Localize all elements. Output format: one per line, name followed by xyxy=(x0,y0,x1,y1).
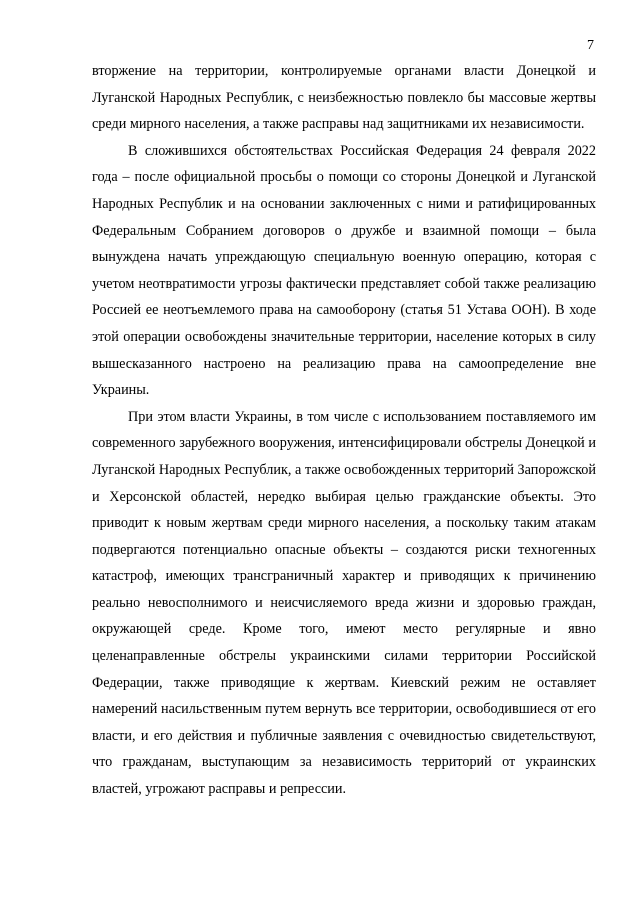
page-number: 7 xyxy=(587,38,594,53)
paragraph-continuation: вторжение на территории, контролируемые органами власти Донецкой и Луганской Народных Республик, с неизбежностью повлекло бы массовые жертвы среди мирного населения, а также расправы над защитниками их независимости. xyxy=(92,63,596,133)
body-text xyxy=(92,58,596,803)
paragraph-shelling: При этом власти Украины, в том числе с использованием поставляемого им современного зарубежного вооружения, интенсифицировали обстрелы Донецкой и Луганской Народных Республик, а также освобожденных территорий Запорожской и Херсонской областей, нередко выбирая целью гражданские объекты. Это приводит к новым жертвам среди мирного населения, а поскольку таким атакам подвергаются потенциально опасные объекты – создаются риски техногенных катастроф, имеющих трансграничный характер и приводящих к причинению реально невосполнимого и неисчисляемого вреда жизни и здоровью граждан, окружающей среде. Кроме того, имеют место регулярные и явно целенаправленные обстрелы украинскими силами территории Российской Федерации, также приводящие к жертвам. Киевский режим не оставляет намерений насильственным путем вернуть все территории, освободившиеся от его власти, и его действия и публичные заявления с очевидностью свидетельствуют, что гражданам, выступающим за независимость территорий от украинских властей, угрожают расправы и репрессии. xyxy=(92,408,596,798)
paragraph-special-operation: В сложившихся обстоятельствах Российская Федерация 24 февраля 2022 года – после официальной просьбы о помощи со стороны Донецкой и Луганской Народных Республик и на основании заключенных с ними и ратифицированных Федеральным Собранием договоров о дружбе и взаимной помощи – была вынуждена начать упреждающую специальную военную операцию, которая с учетом неотвратимости угрозы фактически представляет собой также реализацию Россией ее неотъемлемого права на самооборону (статья 51 Устава ООН). В ходе этой операции освобождены значительные территории, население которых в силу вышесказанного настроено на реализацию права на самоопределение вне Украины. xyxy=(92,142,596,399)
